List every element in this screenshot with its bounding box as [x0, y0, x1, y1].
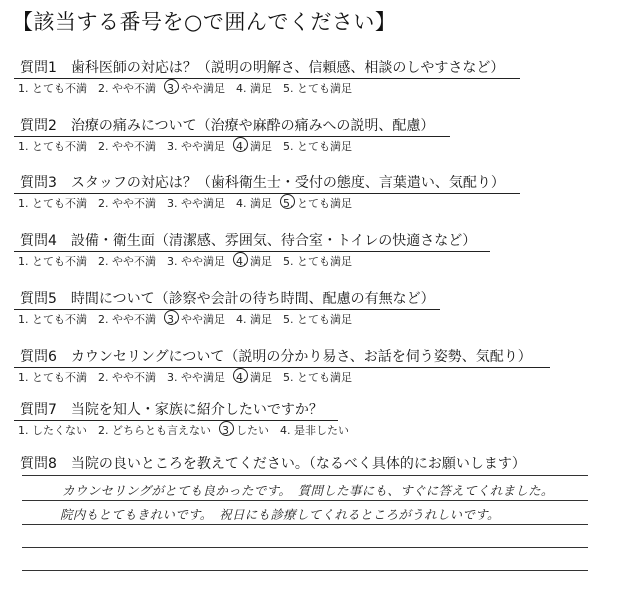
- option-row: [14, 195, 614, 211]
- question-4: [14, 230, 614, 269]
- question-6: [14, 346, 614, 385]
- option[interactable]: 5. とても満足: [283, 82, 352, 95]
- answer-line-1: カウンセリングがとても良かったです。 質問した事にも、すぐに答えてくれました。: [62, 483, 554, 498]
- answer-line: [22, 547, 588, 548]
- option[interactable]: 1. とても不満: [18, 82, 87, 95]
- option-row: [14, 369, 614, 385]
- option-circled[interactable]: 5. とても満足: [283, 197, 352, 210]
- option[interactable]: 3. やや満足: [167, 140, 225, 153]
- question-3: [14, 172, 614, 211]
- option[interactable]: 2. やや不満: [98, 371, 156, 384]
- option-circled[interactable]: 3. やや満足: [167, 82, 225, 95]
- q8-title: 質問8 当院の良いところを教えてください。（なるべく具体的にお願いします）: [20, 456, 526, 472]
- option-circled[interactable]: 4. 満足: [236, 255, 272, 268]
- option[interactable]: 5. とても満足: [283, 313, 352, 326]
- option[interactable]: 4. 満足: [236, 313, 272, 326]
- option[interactable]: 1. とても不満: [18, 197, 87, 210]
- answer-line: [22, 570, 588, 571]
- question-title: 質問1 歯科医師の対応は？（説明の明解さ、信頼感、相談のしやすさなど）: [14, 57, 520, 79]
- option[interactable]: 2. やや不満: [98, 82, 156, 95]
- answer-line-2: 院内もとてもきれいです。 祝日にも診療してくれるところがうれしいです。: [60, 507, 500, 522]
- option[interactable]: 2. どちらとも言えない: [98, 424, 211, 437]
- option[interactable]: 2. やや不満: [98, 140, 156, 153]
- question-title: 質問4 設備・衛生面（清潔感、雰囲気、待合室・トイレの快適さなど）: [14, 230, 490, 252]
- option[interactable]: 3. やや満足: [167, 197, 225, 210]
- question-title: 質問3 スタッフの対応は？（歯科衛生士・受付の態度、言葉遣い、気配り）: [14, 172, 520, 194]
- option-row: [14, 311, 614, 327]
- option[interactable]: 3. やや満足: [167, 371, 225, 384]
- option-circled[interactable]: 3. やや満足: [167, 313, 225, 326]
- option-circled[interactable]: 4. 満足: [236, 371, 272, 384]
- page-title: 【該当する番号を○で囲んでください】: [12, 10, 397, 34]
- option-row: [14, 138, 614, 154]
- option[interactable]: 2. やや不満: [98, 197, 156, 210]
- question-title: 質問6 カウンセリングについて（説明の分かり易さ、お話を伺う姿勢、気配り）: [14, 346, 550, 368]
- option[interactable]: 4. 満足: [236, 197, 272, 210]
- option[interactable]: 1. したくない: [18, 424, 87, 437]
- option[interactable]: 1. とても不満: [18, 140, 87, 153]
- option[interactable]: 2. やや不満: [98, 255, 156, 268]
- option[interactable]: 3. やや満足: [167, 255, 225, 268]
- question-2: [14, 115, 614, 154]
- question-title: 質問7 当院を知人・家族に紹介したいですか？: [14, 399, 338, 421]
- option-row: [14, 422, 614, 438]
- option[interactable]: 5. とても満足: [283, 140, 352, 153]
- question-7: [14, 399, 614, 438]
- question-1: [14, 57, 614, 96]
- option-circled[interactable]: 4. 満足: [236, 140, 272, 153]
- question-title: 質問2 治療の痛みについて（治療や麻酔の痛みへの説明、配慮）: [14, 115, 450, 137]
- option-row: [14, 253, 614, 269]
- option[interactable]: 4. 満足: [236, 82, 272, 95]
- answer-line: [22, 524, 588, 525]
- option[interactable]: 1. とても不満: [18, 255, 87, 268]
- option[interactable]: 1. とても不満: [18, 371, 87, 384]
- option[interactable]: 4. 是非したい: [280, 424, 349, 437]
- option-circled[interactable]: 3. したい: [222, 424, 269, 437]
- answer-line: [22, 475, 588, 476]
- question-title: 質問5 時間について（診察や会計の待ち時間、配慮の有無など）: [14, 288, 440, 310]
- option[interactable]: 1. とても不満: [18, 313, 87, 326]
- option-row: [14, 80, 614, 96]
- option[interactable]: 2. やや不満: [98, 313, 156, 326]
- option[interactable]: 5. とても満足: [283, 255, 352, 268]
- question-5: [14, 288, 614, 327]
- answer-line: [22, 500, 588, 501]
- option[interactable]: 5. とても満足: [283, 371, 352, 384]
